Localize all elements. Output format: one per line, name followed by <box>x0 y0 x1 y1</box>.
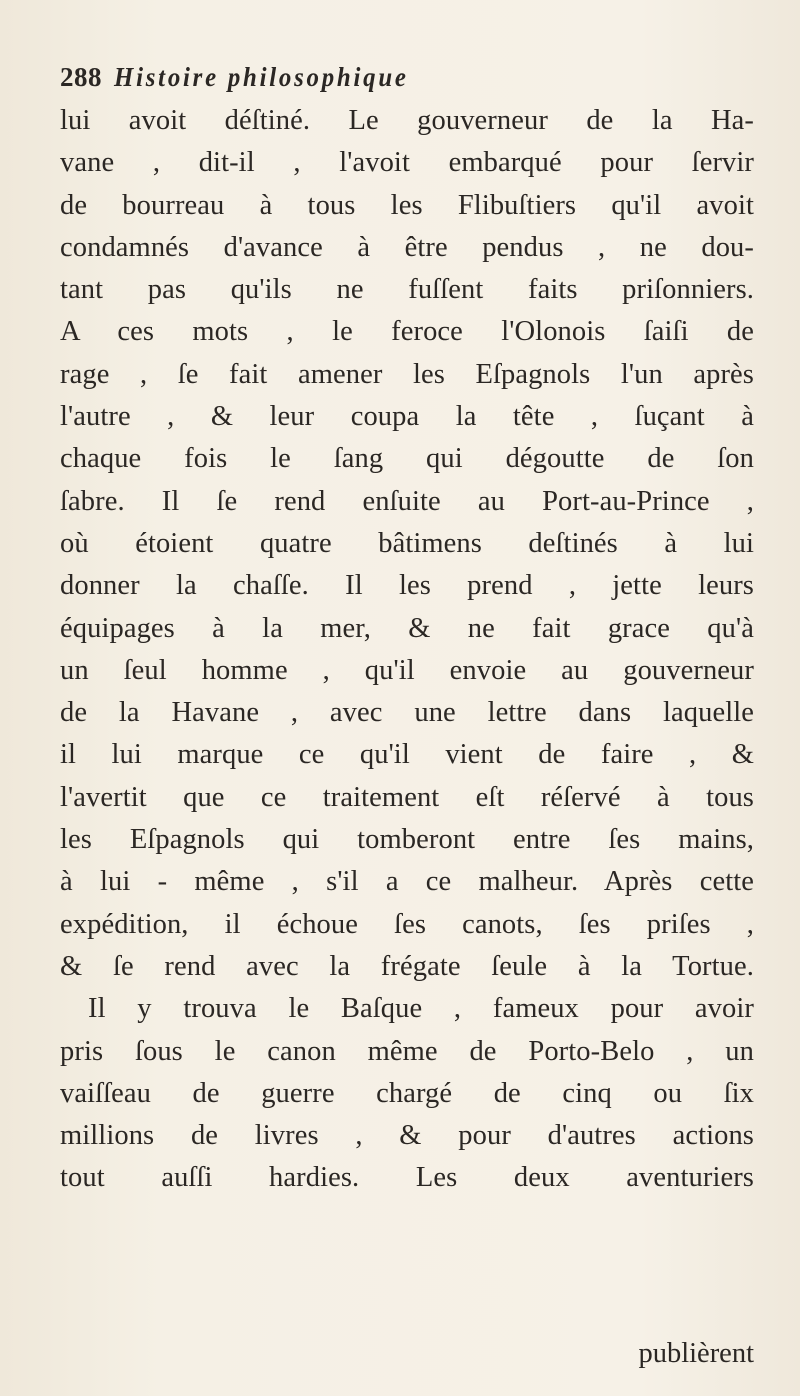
text-line: condamnés d'avance à être pendus , ne dou- <box>60 231 754 263</box>
text-line: A ces mots , le feroce l'Olonois ſaiſi de <box>60 316 754 348</box>
page-number: 288 <box>60 62 102 92</box>
text-line: rage , ſe fait amener les Eſpagnols l'un après <box>60 358 754 390</box>
text-line: & ſe rend avec la frégate ſeule à la Tortue. <box>60 950 754 982</box>
text-line: donner la chaſſe. Il les prend , jette leurs <box>60 570 754 602</box>
text-line: où étoient quatre bâtimens deſtinés à lui <box>60 527 754 559</box>
text-line: les Eſpagnols qui tomberont entre ſes mains, <box>60 824 754 856</box>
text-line: lui avoit déſtiné. Le gouverneur de la Ha- <box>60 105 754 136</box>
text-line: de bourreau à tous les Flibuſtiers qu'il avoit <box>60 189 754 221</box>
text-line: chaque fois le ſang qui dégoutte de ſon <box>60 443 754 475</box>
text-line: pris ſous le canon même de Porto-Belo , un <box>60 1035 754 1067</box>
text-line: l'avertit que ce traitement eſt réſervé à tous <box>60 781 754 813</box>
text-line: à lui - même , s'il a ce malheur. Après cette <box>60 866 754 898</box>
page-header <box>60 62 434 92</box>
text-line: équipages à la mer, & ne fait grace qu'à <box>60 612 754 644</box>
text-line: l'autre , & leur coupa la tête , ſuçant à <box>60 401 754 433</box>
text-line: de la Havane , avec une lettre dans laquelle <box>60 697 754 729</box>
text-line-paragraph-start: Il y trouva le Baſque , fameux pour avoir <box>88 993 754 1025</box>
text-line: tant pas qu'ils ne fuſſent faits priſonniers. <box>60 274 754 306</box>
text-line: expédition, il échoue ſes canots, ſes priſes , <box>60 908 754 940</box>
text-line: tout auſſi hardies. Les deux aventuriers <box>60 1162 754 1194</box>
text-line: vaiſſeau de guerre chargé de cinq ou ſix <box>60 1077 754 1109</box>
catchword: publièrent <box>638 1338 754 1369</box>
text-line: millions de livres , & pour d'autres actions <box>60 1120 754 1152</box>
text-line: un ſeul homme , qu'il envoie au gouverneur <box>60 654 754 686</box>
running-head: Histoire philosophique <box>114 62 409 92</box>
text-line: il lui marque ce qu'il vient de faire , & <box>60 739 754 771</box>
body-text <box>60 100 754 1200</box>
text-line: ſabre. Il ſe rend enſuite au Port-au-Prince , <box>60 485 754 517</box>
text-line: vane , dit-il , l'avoit embarqué pour ſervir <box>60 147 754 179</box>
